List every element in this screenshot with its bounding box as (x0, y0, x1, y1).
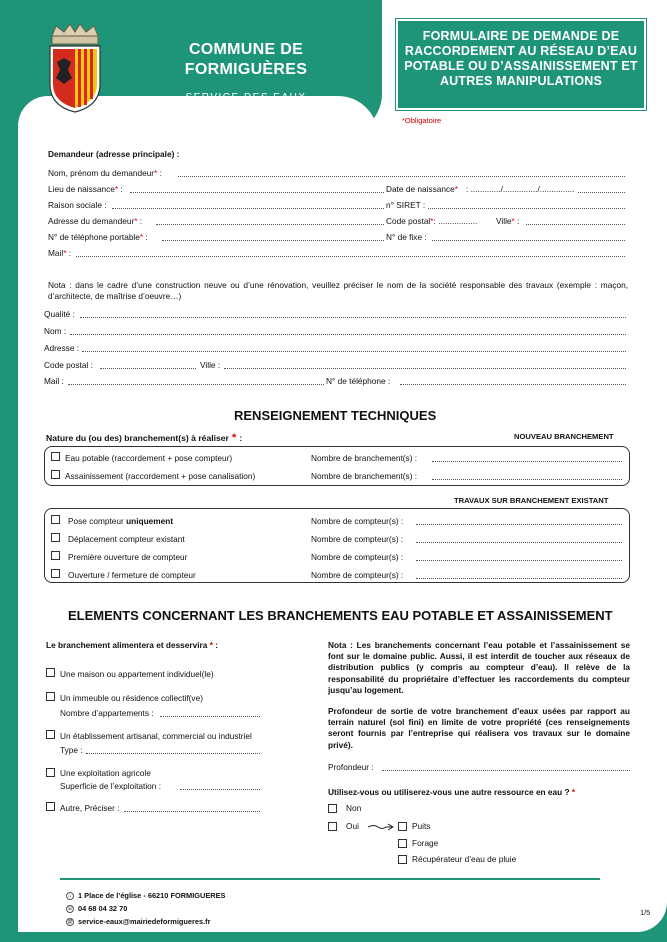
nb-compteur-pose-field[interactable] (416, 524, 622, 525)
form-title: FORMULAIRE DE DEMANDE DE RACCORDEMENT AU RÉSEAU D’EAU POTABLE OU D’ASSAINISSEMENT ET AUTRES MANIPULATIONS (398, 21, 644, 108)
societe-cp-label: Code postal : (44, 360, 93, 370)
nb-branchement-assain-field[interactable] (432, 479, 622, 480)
autre-checkbox[interactable] (46, 802, 55, 811)
pose-compteur-label: Pose compteur uniquement (68, 516, 174, 526)
ressource-non-label: Non (346, 803, 362, 813)
societe-nom-label: Nom : (44, 326, 67, 336)
premiere-ouverture-checkbox[interactable] (51, 551, 60, 560)
commune-name (156, 40, 336, 80)
type-label: Type : (60, 745, 83, 755)
eau-potable-checkbox[interactable] (51, 452, 60, 461)
forage-checkbox[interactable] (398, 839, 407, 848)
nb-branchement-eau-field[interactable] (432, 461, 622, 462)
nb-compteur-depl-label: Nombre de compteur(s) : (311, 534, 404, 544)
demandeur-heading: Demandeur (adresse principale) : (48, 149, 180, 159)
societe-ville-field[interactable] (224, 368, 626, 369)
elements-heading: ELEMENTS CONCERNANT LES BRANCHEMENTS EAU POTABLE ET ASSAINISSEMENT (68, 608, 613, 623)
ville-field[interactable] (526, 224, 625, 225)
travaux-existant-heading: TRAVAUX SUR BRANCHEMENT EXISTANT (454, 496, 609, 505)
date-field[interactable]: : ............./.............../............... (466, 184, 575, 194)
qualite-label: Qualité : (44, 309, 75, 319)
societe-nom-field[interactable] (70, 334, 626, 335)
raison-label: Raison sociale : (48, 200, 107, 210)
ouverture-fermeture-checkbox[interactable] (51, 569, 60, 578)
footer-email[interactable]: service-eaux@mairiedeformigueres.fr (78, 917, 211, 926)
siret-label: n° SIRET : (386, 200, 426, 210)
footer-divider (60, 878, 600, 880)
societe-mail-field[interactable] (68, 384, 324, 385)
autre-label: Autre, Préciser : (60, 803, 120, 813)
assainissement-checkbox[interactable] (51, 470, 60, 479)
nom-label: Nom, prénom du demandeur* : (48, 168, 162, 178)
nb-compteur-premiere-field[interactable] (416, 560, 622, 561)
nb-compteur-premiere-label: Nombre de compteur(s) : (311, 552, 404, 562)
nota-domaine-public: Nota : Les branchements concernant l’eau potable et l’assainissement se font sur le domaine public. Aussi, il est interdit de toucher aux réseaux de distribution publics (y compris au compteur d’eau). Il relève de la responsabilité du propriétaire d’effectuer les raccordements du compteur jusqu’au logement. (328, 640, 630, 695)
technique-heading: RENSEIGNEMENT TECHNIQUES (234, 408, 437, 423)
lieu-label: Lieu de naissance* : (48, 184, 123, 194)
nb-appart-label: Nombre d’appartements : (60, 708, 154, 718)
mail-label: Mail* : (48, 248, 72, 258)
eau-potable-label: Eau potable (raccordement + pose compteur) (65, 453, 233, 463)
nb-compteur-depl-field[interactable] (416, 542, 622, 543)
immeuble-label: Un immeuble ou résidence collectif(ve) (60, 693, 203, 703)
footer-phone: 04 68 04 32 70 (78, 904, 128, 913)
ressource-oui-checkbox[interactable] (328, 822, 337, 831)
ressource-oui-label: Oui (346, 821, 359, 831)
agricole-checkbox[interactable] (46, 768, 55, 777)
siret-field[interactable] (428, 208, 625, 209)
assainissement-label: Assainissement (raccordement + pose canalisation) (65, 471, 256, 481)
phone-icon: ☏ (67, 906, 74, 912)
nom-field[interactable] (178, 176, 625, 177)
nature-label: Nature du (ou des) branchement(s) à réaliser * : (46, 432, 243, 444)
commune-line-1: COMMUNE DE (188, 41, 304, 58)
date-label: Date de naissance* (386, 184, 458, 194)
lieu-field[interactable] (130, 192, 384, 193)
maison-label: Une maison ou appartement individuel(le) (60, 669, 214, 679)
societe-ville-label: Ville : (200, 360, 221, 370)
artisanal-label: Un établissement artisanal, commercial ou industriel (60, 731, 252, 741)
raison-field[interactable] (112, 208, 384, 209)
ressource-non-checkbox[interactable] (328, 804, 337, 813)
arrow-right-icon (368, 823, 396, 831)
recuperateur-checkbox[interactable] (398, 855, 407, 864)
nb-branchement-eau-label: Nombre de branchement(s) : (311, 453, 418, 463)
profondeur-instructions: Profondeur de sortie de votre branchement d’eaux usées par rapport au terrain naturel (sol fini) en limite de votre propriété (ces renseignements seront fournis par l’entreprise qui réalisera vos travaux sur le domaine privé). (328, 706, 630, 750)
email-icon: @ (67, 919, 73, 925)
tel-portable-field[interactable] (162, 240, 384, 241)
maison-checkbox[interactable] (46, 668, 55, 677)
societe-cp-field[interactable] (100, 368, 196, 369)
puits-label: Puits (412, 821, 431, 831)
commune-line-2: FORMIGUÈRES (184, 61, 308, 78)
societe-adresse-label: Adresse : (44, 343, 80, 353)
autre-field[interactable] (124, 811, 260, 812)
nb-compteur-ouverture-label: Nombre de compteur(s) : (311, 570, 404, 580)
ouverture-fermeture-label: Ouverture / fermeture de compteur (68, 570, 196, 580)
adresse-label: Adresse du demandeur* : (48, 216, 143, 226)
type-field[interactable] (86, 753, 260, 754)
forage-label: Forage (412, 838, 439, 848)
superficie-label: Superficie de l’exploitation : (60, 781, 162, 791)
societe-tel-field[interactable] (400, 384, 626, 385)
puits-checkbox[interactable] (398, 822, 407, 831)
tel-fixe-label: N° de fixe : (386, 232, 427, 242)
nb-compteur-ouverture-field[interactable] (416, 578, 622, 579)
adresse-field[interactable] (156, 224, 384, 225)
tel-fixe-field[interactable] (432, 240, 625, 241)
superficie-field[interactable] (180, 789, 260, 790)
coat-of-arms-icon (46, 22, 104, 114)
nota-construction: Nota : dans le cadre d’une construction neuve ou d’une rénovation, veuillez préciser le nom de la société responsable des travaux (exemple : maçon, d’architecte, de maîtrise d’oeuvre…) (48, 280, 628, 302)
nouveau-branchement-heading: NOUVEAU BRANCHEMENT (514, 432, 614, 441)
nb-appart-field[interactable] (160, 716, 260, 717)
code-postal-label: Code postal*: ................. (386, 216, 478, 226)
societe-mail-label: Mail : (44, 376, 64, 386)
alimentera-label: Le branchement alimentera et desservira * : (46, 640, 219, 650)
deplacement-label: Déplacement compteur existant (68, 534, 185, 544)
societe-tel-label: N° de téléphone : (326, 376, 391, 386)
page-number: 1/5 (640, 908, 651, 917)
required-note: *Obligatoire (402, 116, 442, 125)
profondeur-label: Profondeur : (328, 762, 374, 772)
agricole-label: Une exploitation agricole (60, 768, 151, 778)
immeuble-checkbox[interactable] (46, 692, 55, 701)
mail-field[interactable] (76, 256, 625, 257)
location-icon: ⌂ (66, 892, 74, 900)
nb-compteur-pose-label: Nombre de compteur(s) : (311, 516, 404, 526)
profondeur-field[interactable] (382, 770, 630, 771)
premiere-ouverture-label: Première ouverture de compteur (68, 552, 188, 562)
pose-compteur-checkbox[interactable] (51, 515, 60, 524)
ville-label: Ville* : (496, 216, 520, 226)
footer-address: 1 Place de l’église - 66210 FORMIGUERES (78, 891, 226, 900)
ressource-question: Utilisez-vous ou utiliserez-vous une autre ressource en eau ? * (328, 787, 576, 797)
societe-adresse-field[interactable] (82, 351, 626, 352)
nb-branchement-assain-label: Nombre de branchement(s) : (311, 471, 418, 481)
date-field-tail[interactable] (578, 192, 625, 193)
tel-portable-label: N° de téléphone portable* : (48, 232, 148, 242)
artisanal-checkbox[interactable] (46, 730, 55, 739)
deplacement-checkbox[interactable] (51, 533, 60, 542)
recuperateur-label: Récupérateur d’eau de pluie (412, 854, 517, 864)
qualite-field[interactable] (80, 317, 626, 318)
service-name: SERVICE DES EAUX (185, 92, 307, 103)
